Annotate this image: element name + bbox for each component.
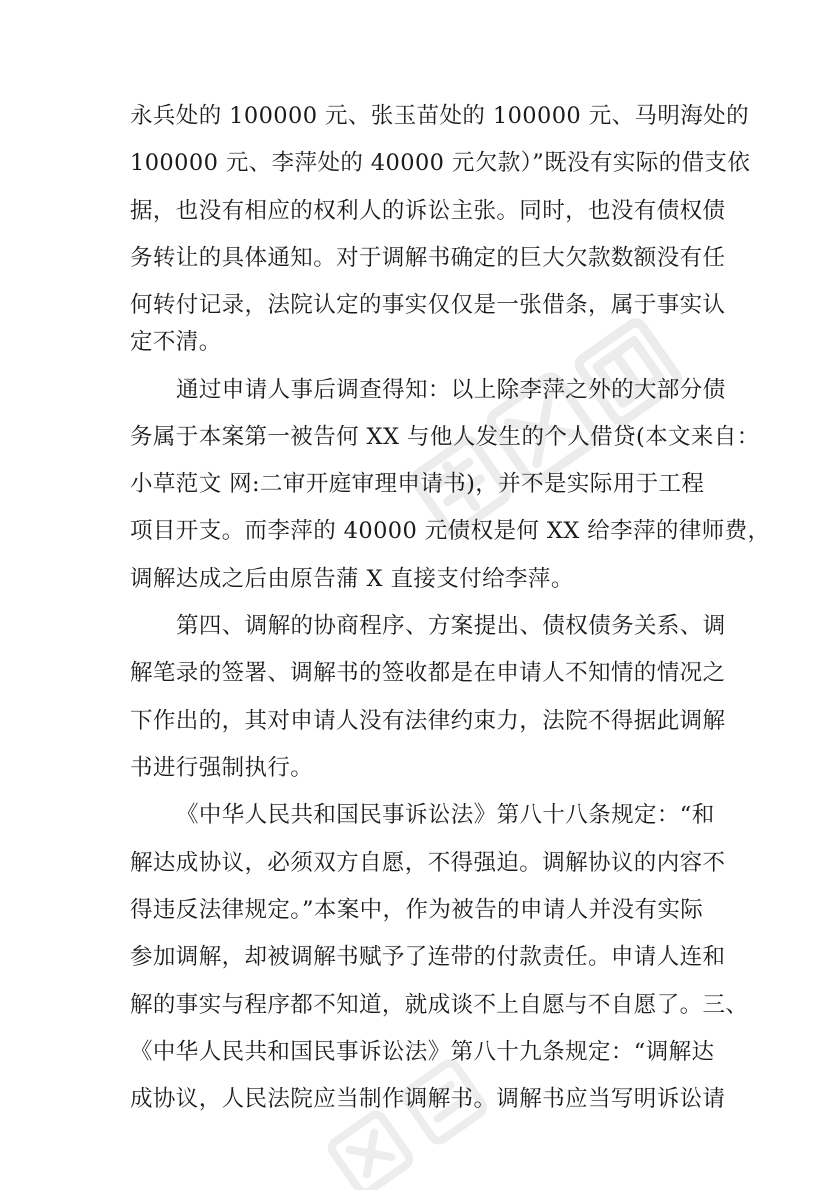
body-line: 成协议，人民法院应当制作调解书。调解书应当写明诉讼请 bbox=[130, 1086, 726, 1112]
body-line: 项目开支。而李萍的 40000 元债权是何 XX 给李萍的律师费， bbox=[130, 518, 771, 544]
body-line: 解达成协议，必须双方自愿，不得强迫。调解协议的内容不 bbox=[130, 850, 726, 876]
body-line: 永兵处的 100000 元、张玉苗处的 100000 元、马明海处的 bbox=[130, 103, 749, 129]
body-line: 解笔录的签署、调解书的签收都是在申请人不知情的情况之 bbox=[130, 660, 726, 686]
body-line: 调解达成之后由原告蒲 X 直接支付给李萍。 bbox=[130, 566, 574, 592]
body-line: 务属于本案第一被告何 XX 与他人发生的个人借贷(本文来自： bbox=[130, 424, 760, 450]
body-line: 《中华人民共和国民事诉讼法》第八十九条规定：“调解达 bbox=[130, 1039, 715, 1065]
body-line: 解的事实与程序都不知道，就成谈不上自愿与不自愿了。三、 bbox=[130, 992, 749, 1018]
body-line: 《中华人民共和国民事诉讼法》第八十八条规定：“和 bbox=[176, 802, 715, 828]
body-line: 据，也没有相应的权利人的诉讼主张。同时，也没有债权债 bbox=[130, 198, 726, 224]
body-line: 务转让的具体通知。对于调解书确定的巨大欠款数额没有任 bbox=[130, 245, 726, 271]
body-line: 第四、调解的协商程序、方案提出、债权债务关系、调 bbox=[176, 613, 726, 639]
body-line: 何转付记录，法院认定的事实仅仅是一张借条，属于事实认 bbox=[130, 292, 726, 318]
body-line: 得违反法律规定。”本案中，作为被告的申请人并没有实际 bbox=[130, 897, 704, 923]
body-line: 书进行强制执行。 bbox=[130, 755, 314, 781]
body-line: 下作出的，其对申请人没有法律约束力，法院不得据此调解 bbox=[130, 708, 726, 734]
body-line: 定不清。 bbox=[130, 329, 222, 355]
body-line: 小草范文 网:二审开庭审理申请书)，并不是实际用于工程 bbox=[130, 471, 705, 497]
body-line: 参加调解，却被调解书赋予了连带的付款责任。申请人连和 bbox=[130, 944, 726, 970]
body-line: 100000 元、李萍处的 40000 元欠款）”既没有实际的借支依 bbox=[130, 150, 751, 176]
body-line: 通过申请人事后调查得知：以上除李萍之外的大部分债 bbox=[176, 377, 726, 403]
